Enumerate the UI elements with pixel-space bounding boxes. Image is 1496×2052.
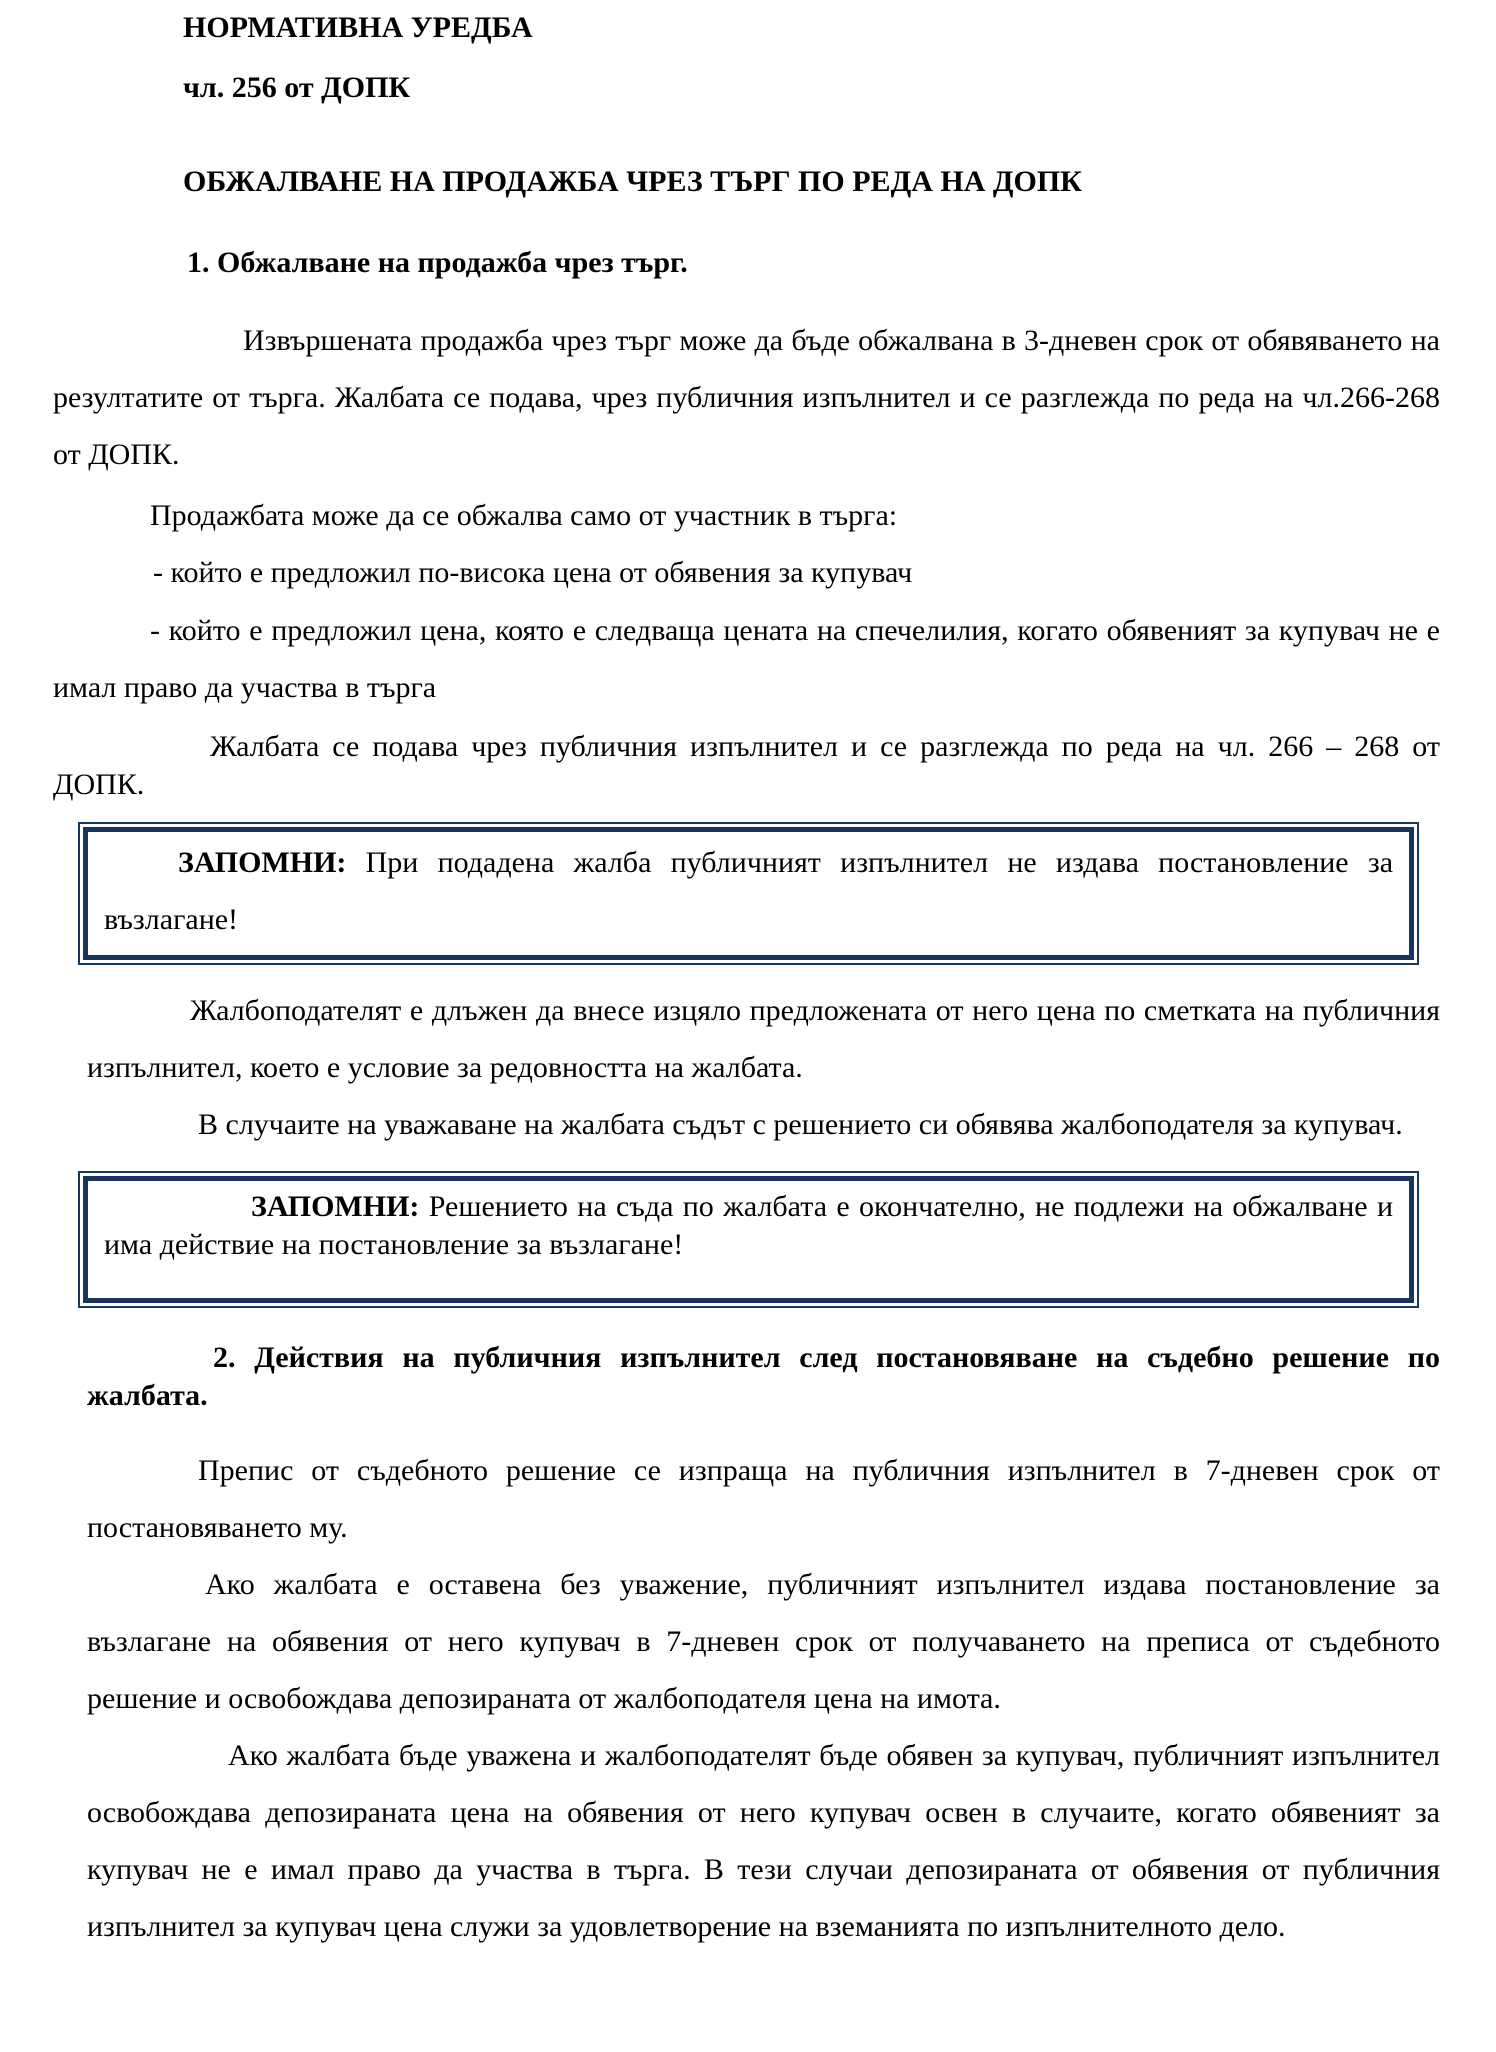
remember-label: ЗАПОМНИ: bbox=[251, 1190, 420, 1223]
bullet-next-price: - който е предложил цена, която е следваща цената на спечелилия, когато обявеният за купувач не е имал право да участва в търга bbox=[53, 614, 1440, 704]
article-reference: чл. 256 от ДОПК bbox=[183, 71, 411, 104]
section-1-heading: 1. Обжалване на продажба чрез търг. bbox=[187, 246, 688, 279]
document-title: ОБЖАЛВАНЕ НА ПРОДАЖБА ЧРЕЗ ТЪРГ ПО РЕДА НА ДОПК bbox=[183, 165, 1082, 198]
remember-callout-inner-border-1 bbox=[83, 827, 1414, 960]
remember-callout-paragraph bbox=[104, 834, 1393, 948]
remember-callout-box-1 bbox=[78, 822, 1419, 965]
remember-label: ЗАПОМНИ: bbox=[178, 846, 347, 879]
remember-callout-box-2 bbox=[78, 1171, 1419, 1308]
paragraph-court-decision: В случаите на уважаване на жалбата съдът с решението си обявява жалбоподателя за купувач. bbox=[198, 1108, 1403, 1141]
paragraph-appeal-upheld: Ако жалбата бъде уважена и жалбоподателят бъде обявен за купувач, публичният изпълнител освобождава депозираната цена на обявения от него купувач освен в случаите, когато обявеният за купувач не е имал право да участва в търга. В тези случаи депозираната от обявения от публичния изпълнител за купувач цена служи за удовлетворение на вземанията по изпълнителното дело. bbox=[87, 1739, 1440, 1943]
remember-text: При подадена жалба публичният изпълнител не издава постановление за възлагане! bbox=[104, 846, 1394, 936]
bullet-higher-price: - който е предложил по-висока цена от обявения за купувач bbox=[153, 556, 913, 589]
remember-callout-paragraph bbox=[104, 1188, 1393, 1264]
law-section-label: НОРМАТИВНА УРЕДБА bbox=[183, 11, 533, 44]
remember-callout-inner-border-2 bbox=[83, 1176, 1414, 1303]
paragraph-appeal-term: Извършената продажба чрез търг може да бъде обжалвана в 3-дневен срок от обявяването на резултатите от търга. Жалбата се подава, чрез публичния изпълнител и се разглежда по реда на чл.266-268 от ДОПК. bbox=[53, 324, 1440, 471]
remember-text: Решението на съда по жалбата е окончателно, не подлежи на обжалване и има действие на постановление за възлагане! bbox=[104, 1190, 1394, 1261]
paragraph-who-can-appeal: Продажбата може да се обжалва само от участник в търга: bbox=[150, 499, 898, 532]
paragraph-filing: Жалбата се подава чрез публичния изпълнител и се разглежда по реда на чл. 266 – 268 от ДОПК. bbox=[53, 730, 1440, 801]
paragraph-deposit: Жалбоподателят е длъжен да внесе изцяло предложената от него цена по сметката на публичния изпълнител, което е условие за редовността на жалбата. bbox=[87, 994, 1440, 1084]
paragraph-appeal-dismissed: Ако жалбата е оставена без уважение, публичният изпълнител издава постановление за възлагане на обявения от него купувач в 7-дневен срок от получаването на преписа от съдебното решение и освобождава депозираната от жалбоподателя цена на имота. bbox=[87, 1568, 1440, 1715]
paragraph-copy-sent: Препис от съдебното решение се изпраща на публичния изпълнител в 7-дневен срок от постановяването му. bbox=[87, 1454, 1440, 1544]
section-2-heading: 2. Действия на публичния изпълнител след постановяване на съдебно решение по жалбата. bbox=[87, 1341, 1440, 1412]
